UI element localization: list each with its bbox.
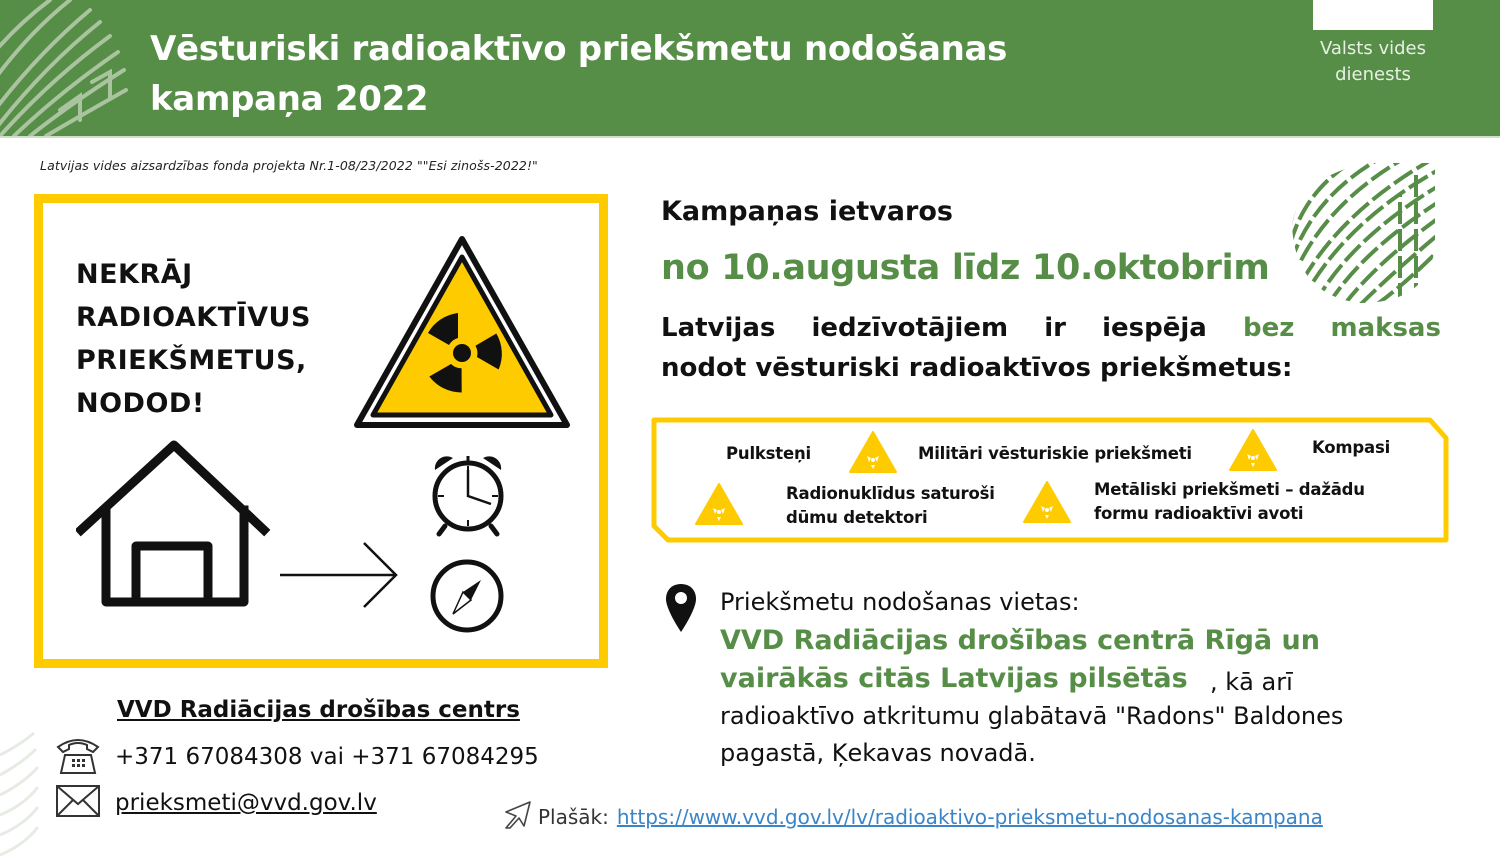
item-label: Radionuklīdus saturoši (786, 484, 995, 503)
contact-title: VVD Radiācijas drošības centrs (117, 697, 520, 723)
campaign-intro (661, 308, 1441, 388)
phone-row (55, 735, 539, 779)
radiation-triangle-icon (848, 430, 898, 474)
fingerprint-decoration-icon (0, 725, 40, 860)
house-icon (76, 440, 276, 614)
compass-icon (427, 556, 507, 640)
intro-word: iedzīvotājiem (811, 313, 1009, 343)
item-militari (918, 442, 1192, 466)
fingerprint-decoration-icon (0, 0, 140, 136)
radiation-warning-icon (351, 233, 573, 437)
locations-detail-line: radioaktīvo atkritumu glabātavā "Radons" Baldones (720, 702, 1344, 730)
item-label: Militāri vēsturiskie priekšmeti (918, 444, 1192, 463)
logo-text-line-2: dienests (1335, 64, 1411, 85)
more-info-row (502, 800, 1323, 834)
project-reference: Latvijas vides aizsardzības fonda projekta Nr.1-08/23/2022 ""Esi zinošs-2022!" (40, 158, 538, 173)
item-label: Pulksteņi (726, 444, 811, 463)
locations-highlight-line: VVD Radiācijas drošības centrā Rīgā un (720, 625, 1320, 656)
items-panel (650, 416, 1450, 544)
fingerprint-leaf-icon (1290, 155, 1440, 309)
header-divider (0, 136, 1500, 138)
telephone-icon (55, 735, 101, 779)
intro-highlight: bez (1242, 313, 1295, 343)
header-banner (0, 0, 1500, 136)
item-kompasi (1312, 436, 1390, 460)
cursor-pointer-icon (502, 800, 532, 834)
slogan-line: RADIOAKTĪVUS (76, 302, 311, 333)
arrow-right-icon (278, 540, 400, 614)
slogan-line: NEKRĀJ (76, 259, 193, 290)
item-label: Metāliski priekšmeti – dažādu (1094, 480, 1365, 499)
alarm-clock-icon (423, 448, 513, 542)
item-metaliski (1094, 478, 1365, 526)
envelope-icon (55, 784, 101, 822)
location-pin-icon (664, 582, 698, 638)
title-line-1: Vēsturiski radioaktīvo priekšmetu nodošanas (150, 29, 1008, 69)
locations-highlight-line: vairākās citās Latvijas pilsētās (720, 663, 1188, 694)
locations-label: Priekšmetu nodošanas vietas: (720, 588, 1080, 616)
intro-word: Latvijas (661, 313, 776, 343)
locations-detail-line: pagastā, Ķekavas novadā. (720, 739, 1036, 767)
campaign-dates: no 10.augusta līdz 10.oktobrim (661, 248, 1270, 288)
email-link[interactable]: prieksmeti@vvd.gov.lv (115, 790, 377, 816)
radiation-triangle-icon (1022, 480, 1072, 524)
page-title (150, 24, 1150, 124)
poster-panel (34, 194, 608, 668)
radiation-triangle-icon (694, 482, 744, 526)
slogan-line: PRIEKŠMETUS, (76, 345, 307, 376)
logo-text-line-1: Valsts vides (1319, 38, 1426, 59)
campaign-url-link[interactable]: https://www.vvd.gov.lv/lv/radioaktivo-prieksmetu-nodosanas-kampana (616, 805, 1323, 829)
intro-word: iespēja (1102, 313, 1207, 343)
item-dumu-detektori (786, 482, 995, 530)
item-label: formu radioaktīvi avoti (1094, 504, 1304, 523)
item-label: dūmu detektori (786, 508, 928, 527)
campaign-heading: Kampaņas ietvaros (661, 196, 953, 227)
phone-numbers[interactable]: +371 67084308 vai +371 67084295 (115, 744, 539, 770)
title-line-2: kampaņa 2022 (150, 79, 429, 119)
email-row (55, 784, 377, 822)
intro-word: ir (1044, 313, 1066, 343)
more-info-label: Plašāk: (538, 805, 609, 829)
item-label: Kompasi (1312, 438, 1391, 457)
poster-slogan (76, 253, 311, 425)
vvd-logo (1313, 0, 1433, 30)
intro-line-1 (661, 308, 1441, 348)
locations-connector: , kā arī (1210, 668, 1293, 696)
intro-line-2: nodot vēsturiski radioaktīvos priekšmetus: (661, 353, 1293, 383)
slogan-line: NODOD! (76, 388, 205, 419)
radiation-triangle-icon (1228, 428, 1278, 472)
intro-highlight: maksas (1330, 313, 1441, 343)
item-pulksteni (726, 442, 811, 466)
vvd-logo-text (1290, 36, 1456, 88)
